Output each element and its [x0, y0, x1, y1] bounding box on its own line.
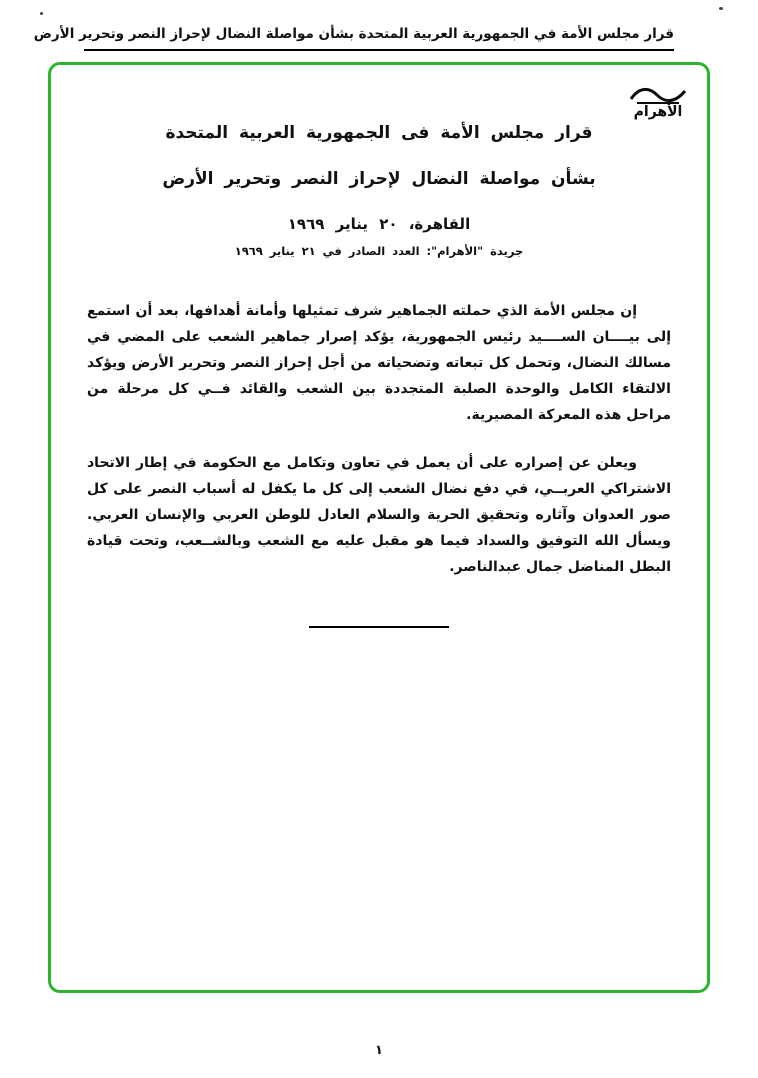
separator-line	[309, 626, 449, 628]
page-footer	[0, 1039, 758, 1058]
calligraphy-flourish-icon	[629, 85, 687, 105]
body-paragraph-2: ويعلن عن إصراره على أن يعمل في تعاون وتكامل مع الحكومة في إطار الاتحاد الاشتراكي العربــي، في دفع نضال الشعب إلى كل ما يكفل له أسباب النصر على كل صور العدوان وآثاره وتحقيق الحرية والسلام العادل للوطن العربي والإنسان العربي. ويسأل الله التوفيق والسداد فيما هو مقبل عليه مع الشعب وبالشــعب، وتحت قيادة البطل المناضل جمال عبدالناصر.	[87, 455, 671, 575]
body-paragraph-1: إن مجلس الأمة الذي حملته الجماهير شرف تمثيلها وأمانة أهدافها، بعد أن استمع إلى بيــــان الســــيد رئيس الجمهورية، يؤكد إصرار جماهير الشعب على المضي في مسالك النضال، وتحمل كل تبعاته وتضحياته من أجل إحراز النصر وتحرير الأرض ويؤكد الالتقاء الكامل والوحدة الصلبة المتجددة بين الشعب والقائد فــي كل مرحلة من مراحل هذه المعركة المصيرية.	[87, 303, 671, 423]
scan-speck	[40, 12, 43, 15]
al-ahram-logo-text: الأهرام	[633, 103, 683, 121]
al-ahram-logo	[627, 85, 689, 120]
dateline: القاهرة، ٢٠ يناير ١٩٦٩	[287, 215, 471, 233]
document-title-line1: قرار مجلس الأمة فى الجمهورية العربية المتحدة	[165, 123, 593, 143]
page-header	[33, 26, 674, 51]
page-number: ١	[375, 1043, 383, 1058]
green-frame	[48, 62, 710, 993]
document-title-line2: بشأن مواصلة النضال لإحراز النصر وتحرير الأرض	[162, 169, 596, 189]
header-title: قرار مجلس الأمة في الجمهورية العربية المتحدة بشأن مواصلة النضال لإحراز النصر وتحرير الأرض	[33, 26, 674, 42]
source-line: جريدة "الأهرام": العدد الصادر في ٢١ يناير ١٩٦٩	[234, 244, 524, 258]
scan-speck	[719, 7, 723, 10]
